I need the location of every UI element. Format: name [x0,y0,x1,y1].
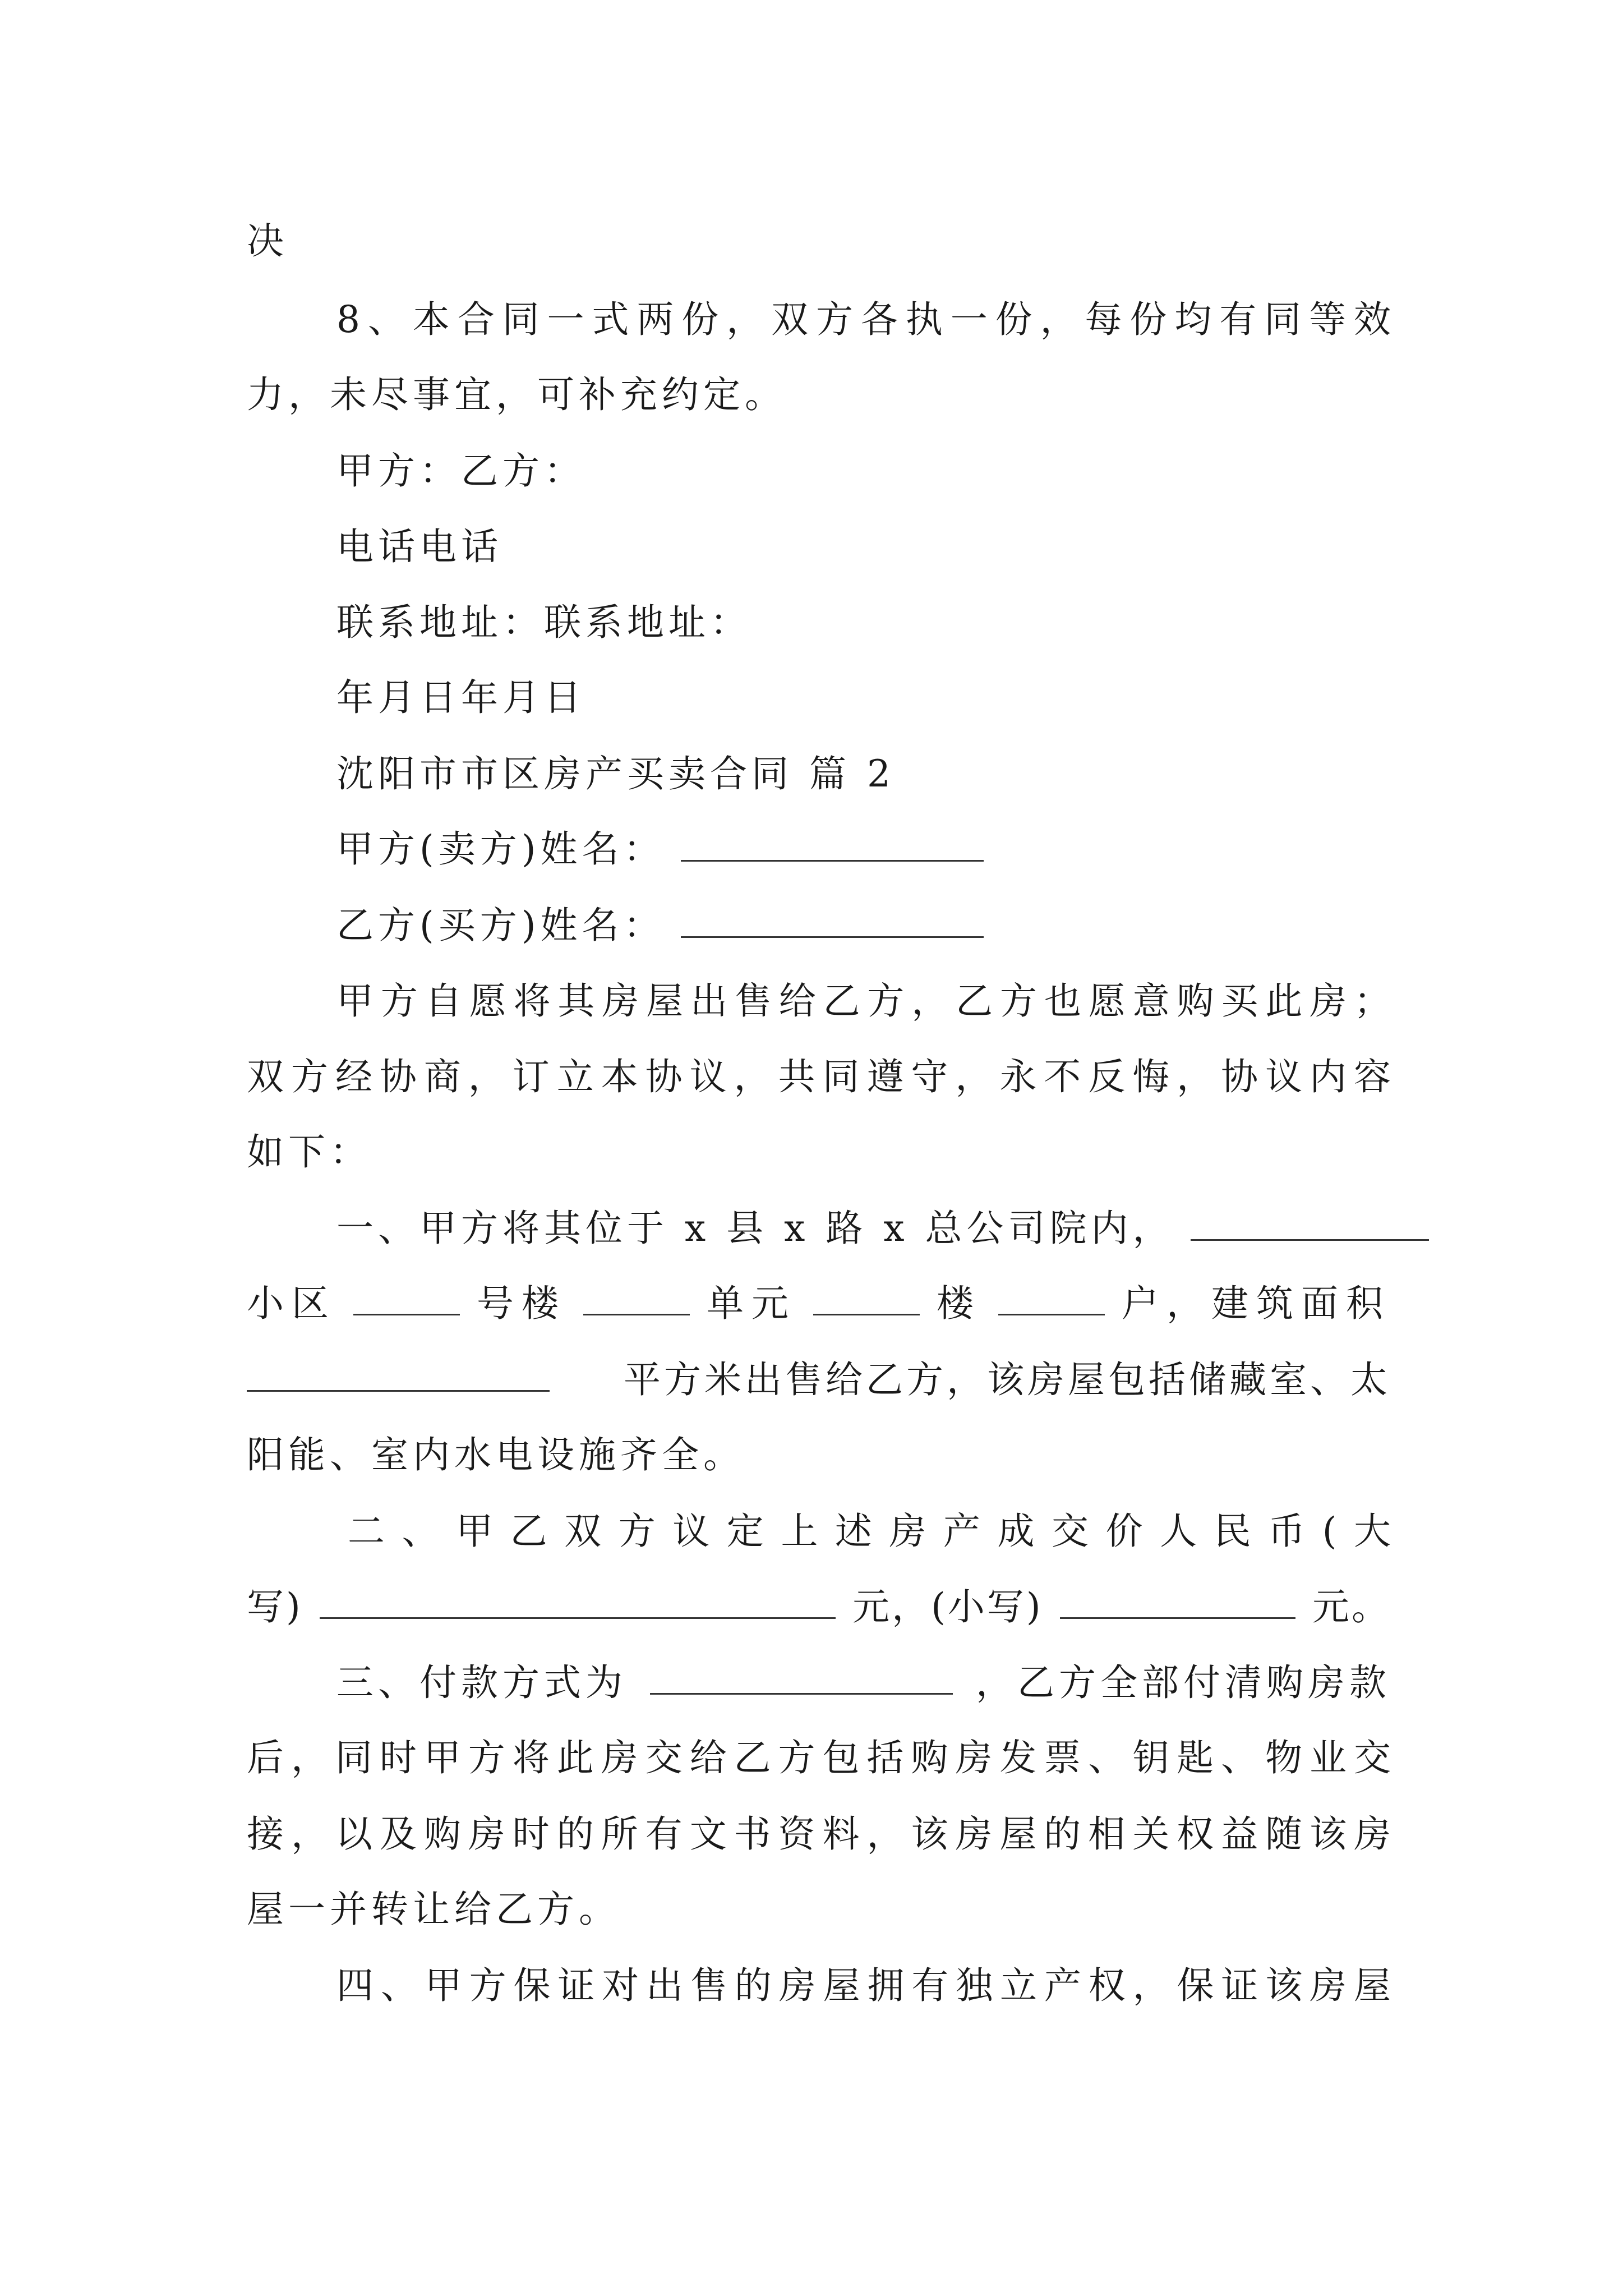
line-text: 8、本合同一式两份，双方各执一份，每份均有同等效 [336,298,1391,341]
building-number-blank [583,1281,690,1315]
line-text: 平方米出售给乙方，该房屋包括储藏室、太 [624,1358,1391,1401]
clause-8-line-1 [336,297,1391,342]
line-text: 联系地址：联系地址： [336,601,751,644]
article-4-line-1 [336,1963,1391,2008]
line-text: 二、甲乙双方议定上述房产成交价人民币(大 [348,1510,1391,1553]
payment-method-blank [650,1660,953,1695]
line-text: 双方经协商，订立本协议，共同遵守，永不反悔，协议内容 [247,1055,1391,1098]
unit-number-blank [813,1281,920,1315]
intro-line-2 [247,1055,1391,1099]
line-text: 如下： [247,1130,371,1174]
line-text: 元，(小写) [852,1585,1043,1628]
text-line [247,219,1391,264]
article-3-line-3 [247,1812,1391,1857]
phone-line [336,524,1391,569]
date-line [336,675,1391,720]
buyer-name-blank [681,904,984,938]
floor-number-blank [998,1281,1105,1315]
article-1-line-4 [247,1433,1391,1478]
line-text: 力，未尽事宜，可补充约定。 [247,373,786,416]
line-text: 一、甲方将其位于 x 县 x 路 x 总公司院内， [336,1207,1174,1250]
line-text: 年月日年月日 [336,676,585,719]
article-3-line-2 [247,1736,1391,1780]
line-text: 户，建筑面积 [1122,1282,1391,1325]
line-text: 楼 [937,1282,981,1325]
line-text: 阳能、室内水电设施齐全。 [247,1433,745,1476]
line-text: 单元 [707,1282,796,1325]
line-text: 沈阳市市区房产买卖合同 篇 2 [336,752,895,795]
article-3-line-1 [336,1660,1391,1705]
area-blank [247,1358,550,1392]
line-text: 元。 [1312,1585,1391,1628]
line-text: 电话电话 [336,525,502,568]
article-3-line-4 [247,1887,1391,1932]
section-title [336,752,1391,797]
line-text: 乙方(买方)姓名： [336,904,665,947]
line-text: 接，以及购房时的所有文书资料，该房屋的相关权益随该房 [247,1812,1391,1856]
price-lowercase-blank [1060,1585,1295,1619]
line-text: 甲方：乙方： [336,449,585,493]
article-2-line-2 [247,1585,1391,1630]
intro-line-1 [336,979,1391,1024]
line-text: 写) [247,1585,303,1628]
line-text: 决 [247,219,288,263]
line-text: ，乙方全部付清购房款 [976,1661,1391,1704]
article-1-line-3 [247,1358,1391,1402]
seller-name-blank [681,827,984,862]
article-1-line-1 [336,1206,1391,1251]
article-1-line-2 [247,1281,1391,1326]
line-text: 小区 [247,1282,336,1325]
line-text: 四、甲方保证对出售的房屋拥有独立产权，保证该房屋 [336,1964,1391,2007]
article-2-line-1 [348,1509,1391,1554]
price-uppercase-blank [320,1585,836,1619]
line-text: 甲方(卖方)姓名： [336,827,665,871]
buyer-name-line [336,903,1391,948]
party-signatures-line [336,449,1391,494]
seller-name-line [336,827,1391,872]
clause-8-line-2 [247,372,1391,417]
intro-line-3 [247,1130,1391,1175]
community-blank [1191,1207,1429,1241]
line-text: 三、付款方式为 [336,1661,627,1704]
line-text: 甲方自愿将其房屋出售给乙方，乙方也愿意购买此房； [336,979,1391,1023]
address-line [336,600,1391,645]
community-name-blank [353,1281,460,1315]
line-text: 后，同时甲方将此房交给乙方包括购房发票、钥匙、物业交 [247,1736,1391,1779]
line-text: 屋一并转让给乙方。 [247,1888,620,1931]
line-text: 号楼 [477,1282,566,1325]
